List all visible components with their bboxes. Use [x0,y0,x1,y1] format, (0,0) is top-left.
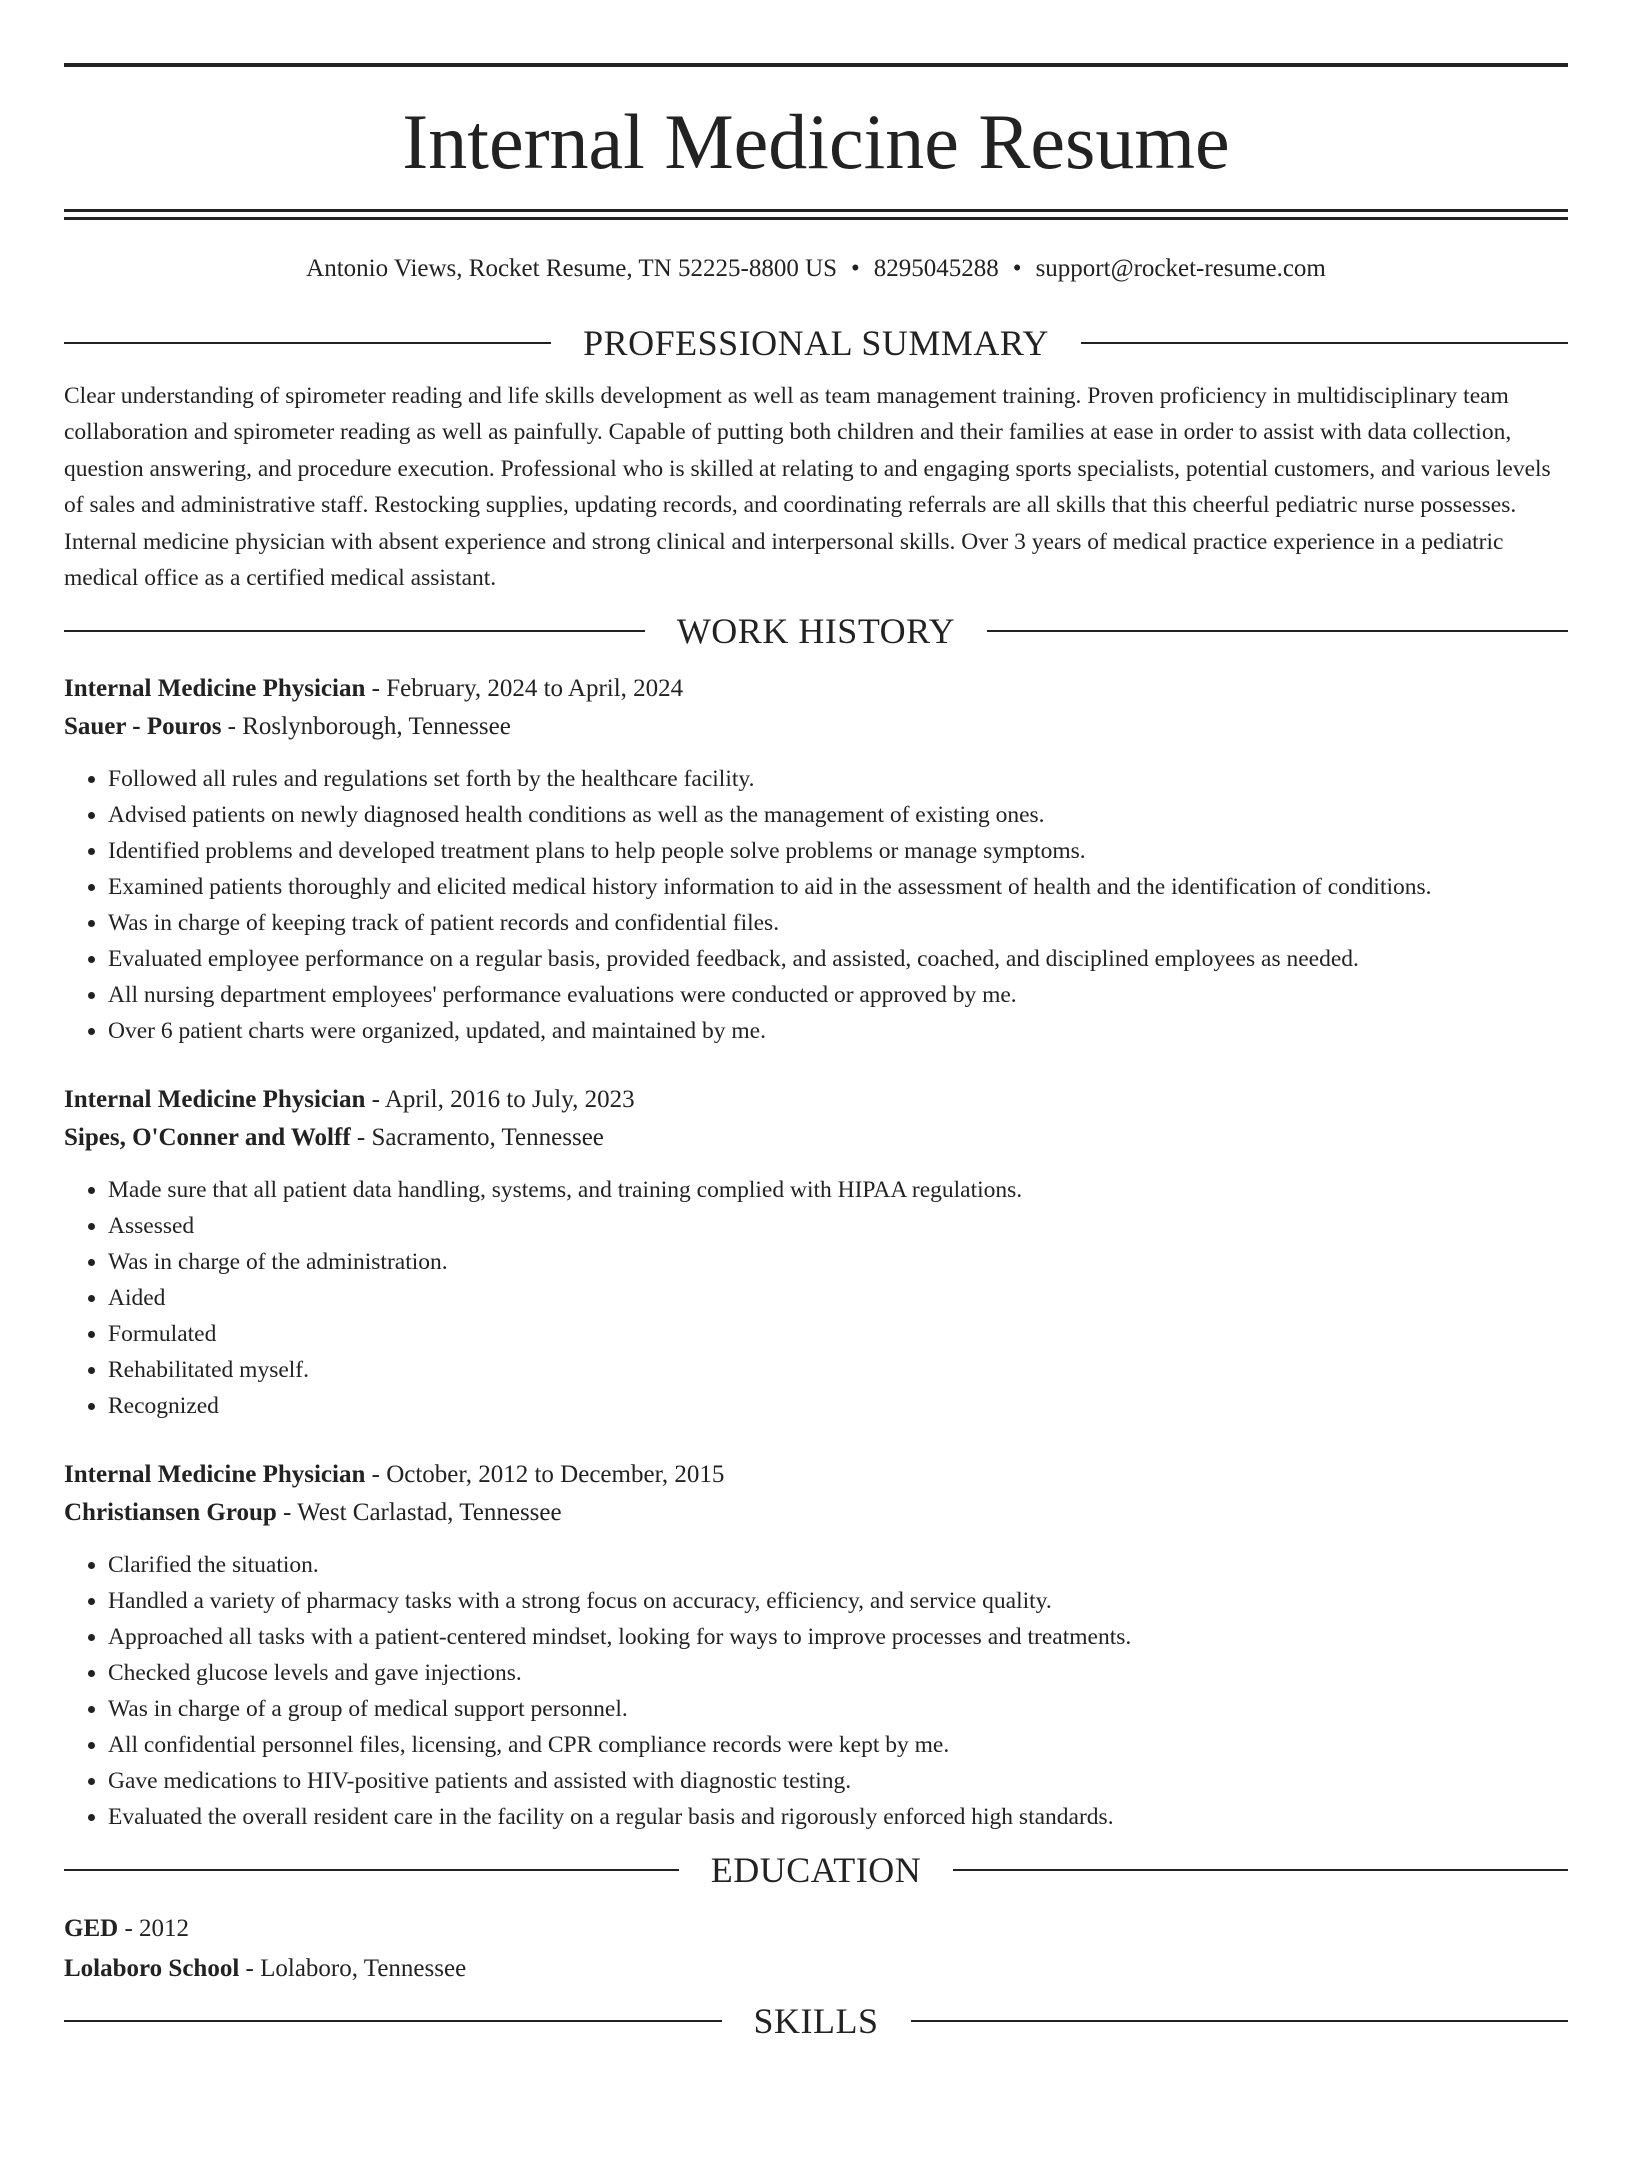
job-bullet: • Advised patients on newly diagnosed health conditions as well as the management of existing ones. [108,797,1568,833]
education-school: Lolaboro School [64,1955,240,1983]
job-entry [64,1081,1568,1424]
education-year: - 2012 [118,1915,190,1943]
job-bullet: • Followed all rules and regulations set forth by the healthcare facility. [108,761,1568,797]
job-entry [64,670,1568,1049]
resume-page [0,63,1632,2175]
education-degree: GED [64,1915,119,1943]
section-heading-summary [64,325,1568,361]
section-title-education: EDUCATION [710,1850,922,1891]
section-title-skills: SKILLS [753,2001,879,2042]
job-bullet: • Assessed [108,1208,1568,1244]
job-bullet: • All confidential personnel files, licensing, and CPR compliance records were kept by me. [108,1727,1568,1763]
contact-separator: • [1012,255,1022,282]
job-bullet: • Over 6 patient charts were organized, updated, and maintained by me. [108,1013,1568,1049]
title-bottom-double-rule [64,209,1568,220]
job-company-line [64,1119,1568,1157]
job-bullet: • Recognized [108,1388,1568,1424]
education-entry [64,1909,1568,1989]
job-bullet: • Clarified the situation. [108,1547,1568,1583]
education-school-line [64,1949,1568,1989]
job-location: - Sacramento, Tennessee [350,1124,604,1152]
job-bullet: • Evaluated the overall resident care in the facility on a regular basis and rigorously enforced high standards. [108,1799,1568,1835]
job-bullet: • Checked glucose levels and gave injections. [108,1655,1568,1691]
section-title-summary: PROFESSIONAL SUMMARY [583,323,1049,363]
section-heading-education [64,1850,1568,1891]
job-title: Internal Medicine Physician [64,675,366,703]
job-dates: - April, 2016 to July, 2023 [365,1086,635,1114]
job-bullet: • Was in charge of keeping track of patient records and confidential files. [108,905,1568,941]
job-bullet: • Handled a variety of pharmacy tasks with a strong focus on accuracy, efficiency, and service quality. [108,1583,1568,1619]
job-title: Internal Medicine Physician [64,1086,366,1114]
section-title-work-history: WORK HISTORY [676,611,956,652]
heading-rule-right [987,630,1568,632]
job-location: - Roslynborough, Tennessee [221,713,511,741]
contact-address: Antonio Views, Rocket Resume, TN 52225-8800 US [306,255,838,282]
heading-rule-right [1081,342,1568,344]
job-title-line [64,1456,1568,1494]
job-bullet-list [64,761,1568,1049]
heading-rule-right [911,2020,1569,2022]
job-bullet: • Examined patients thoroughly and elicited medical history information to aid in the assessment of health and the identification of conditions. [108,869,1568,905]
section-heading-work-history [64,611,1568,652]
job-bullet-list [64,1547,1568,1835]
contact-email: support@rocket-resume.com [1035,255,1326,282]
job-dates: - February, 2024 to April, 2024 [365,675,684,703]
contact-line [64,254,1568,284]
job-bullet: • Approached all tasks with a patient-centered mindset, looking for ways to improve processes and treatments. [108,1619,1568,1655]
job-dates: - October, 2012 to December, 2015 [365,1461,725,1489]
job-entry [64,1456,1568,1835]
job-title-line [64,1081,1568,1119]
job-bullet-list [64,1172,1568,1424]
job-company-line [64,1494,1568,1532]
contact-separator: • [851,255,860,282]
title-top-rule [64,63,1568,67]
education-degree-line [64,1909,1568,1949]
job-title-line [64,670,1568,708]
heading-rule-right [953,1869,1568,1871]
heading-rule-left [64,342,551,344]
job-bullet: • Gave medications to HIV-positive patients and assisted with diagnostic testing. [108,1763,1568,1799]
job-company: Sipes, O'Conner and Wolff [64,1124,351,1152]
job-title: Internal Medicine Physician [64,1461,366,1489]
job-company-line [64,708,1568,746]
job-bullet: • Was in charge of the administration. [108,1244,1568,1280]
section-heading-skills [64,2001,1568,2042]
heading-rule-left [64,2020,722,2022]
heading-rule-left [64,1869,679,1871]
job-bullet: • Rehabilitated myself. [108,1352,1568,1388]
contact-phone: 8295045288 [873,255,999,282]
job-bullet: • All nursing department employees' performance evaluations were conducted or approved by me. [108,977,1568,1013]
job-bullet: • Made sure that all patient data handling, systems, and training complied with HIPAA regulations. [108,1172,1568,1208]
education-location: - Lolaboro, Tennessee [239,1955,467,1983]
heading-rule-left [64,630,645,632]
job-bullet: • Identified problems and developed treatment plans to help people solve problems or manage symptoms. [108,833,1568,869]
job-bullet: • Formulated [108,1316,1568,1352]
job-bullet: • Evaluated employee performance on a regular basis, provided feedback, and assisted, coached, and disciplined employees as needed. [108,941,1568,977]
job-bullet: • Was in charge of a group of medical support personnel. [108,1691,1568,1727]
job-company: Christiansen Group [64,1499,277,1527]
job-location: - West Carlastad, Tennessee [276,1499,562,1527]
job-company: Sauer - Pouros [64,713,222,741]
resume-title: Internal Medicine Resume [402,98,1230,185]
job-bullet: • Aided [108,1280,1568,1316]
summary-text: Clear understanding of spirometer reading and life skills development as well as team management training. Proven proficiency in multidisciplinary team collaboration and spirometer reading as well as painfully. Capable of putting both children and their families at ease in order to assist with data collection, question answering, and procedure execution. Professional who is skilled at relating to and engaging sports specialists, potential customers, and various levels of sales and administrative staff. Restocking supplies, updating records, and coordinating referrals are all skills that this cheerful pediatric nurse possesses. Internal medicine physician with absent experience and strong clinical and interpersonal skills. Over 3 years of medical practice experience in a pediatric medical office as a certified medical assistant. [64,383,1551,592]
